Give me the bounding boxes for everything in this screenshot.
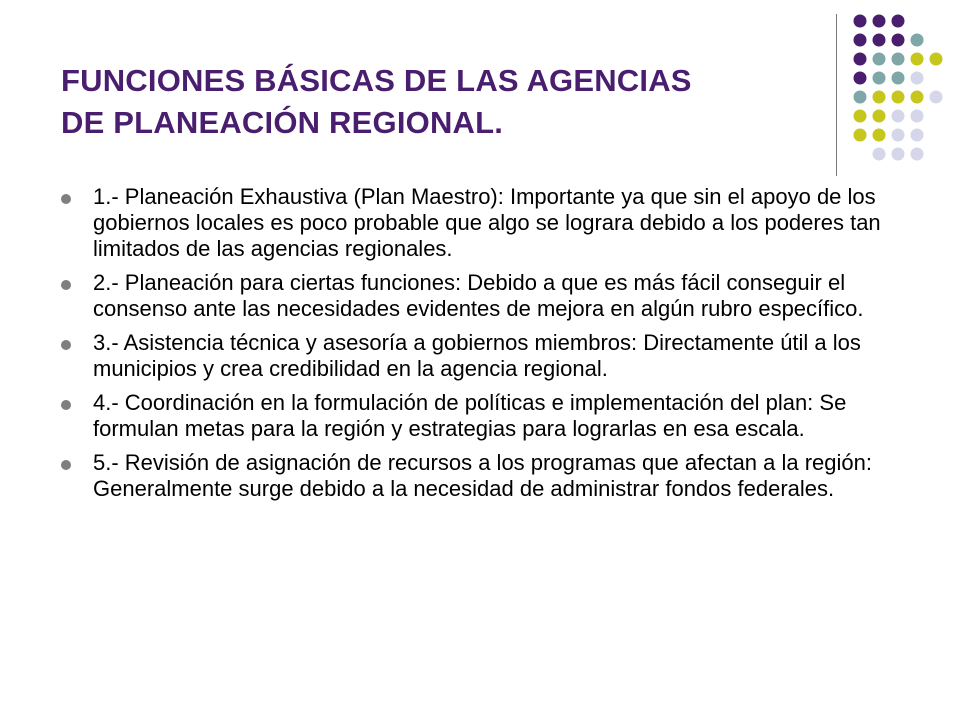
slide-title: FUNCIONES BÁSICAS DE LAS AGENCIAS DE PLANEACIÓN REGIONAL. — [61, 63, 692, 140]
decor-dot — [911, 129, 924, 142]
decor-dot — [854, 91, 867, 104]
decor-dot — [892, 15, 905, 28]
decor-dot — [911, 110, 924, 123]
decor-dot — [873, 34, 886, 47]
decor-dot — [892, 148, 905, 161]
bullet-item — [60, 330, 920, 382]
decor-dot — [873, 15, 886, 28]
bullet-text: 1.- Planeación Exhaustiva (Plan Maestro): Importante ya que sin el apoyo de los gobiernos locales es poco probable que algo se lograra debido a los poderes tan limitados de las agencias regionales. — [93, 184, 881, 261]
bullet-text: 5.- Revisión de asignación de recursos a los programas que afectan a la región: Generalmente surge debido a la necesidad de administrar fondos federales. — [93, 450, 873, 501]
decor-dot — [892, 110, 905, 123]
decor-dot — [873, 72, 886, 85]
decor-dot — [873, 148, 886, 161]
decor-dot — [873, 110, 886, 123]
decor-dot — [854, 34, 867, 47]
bullet-point-icon — [61, 194, 71, 204]
bullet-list — [60, 184, 920, 510]
decor-dot — [892, 53, 905, 66]
bullet-text: 2.- Planeación para ciertas funciones: Debido a que es más fácil conseguir el consenso ante las necesidades evidentes de mejora en algún rubro específico. — [93, 270, 864, 321]
decor-dot — [854, 15, 867, 28]
decor-dot — [873, 53, 886, 66]
decor-dot — [930, 53, 943, 66]
bullet-item — [60, 270, 920, 322]
decor-dot — [930, 91, 943, 104]
bullet-item — [60, 390, 920, 442]
decor-dot — [854, 53, 867, 66]
decor-dot — [911, 91, 924, 104]
decor-dot — [873, 91, 886, 104]
bullet-item — [60, 184, 920, 262]
decor-dot — [892, 91, 905, 104]
bullet-point-icon — [61, 340, 71, 350]
decor-dot — [892, 34, 905, 47]
decorative-dot-grid — [0, 0, 960, 200]
bullet-point-icon — [61, 460, 71, 470]
decor-dot — [854, 110, 867, 123]
bullet-point-icon — [61, 400, 71, 410]
decor-dot — [911, 148, 924, 161]
bullet-text: 4.- Coordinación en la formulación de políticas e implementación del plan: Se formulan metas para la región y estrategias para lograrlas en esa escala. — [93, 390, 847, 441]
decor-dot — [854, 72, 867, 85]
bullet-text: 3.- Asistencia técnica y asesoría a gobiernos miembros: Directamente útil a los municipios y crea credibilidad en la agencia regional. — [93, 330, 861, 381]
decor-dot — [873, 129, 886, 142]
decor-dot — [911, 34, 924, 47]
decor-dot — [892, 72, 905, 85]
bullet-item — [60, 450, 920, 502]
decor-dot — [911, 72, 924, 85]
decor-dot — [911, 53, 924, 66]
decor-dot — [892, 129, 905, 142]
bullet-point-icon — [61, 280, 71, 290]
decor-dot — [854, 129, 867, 142]
